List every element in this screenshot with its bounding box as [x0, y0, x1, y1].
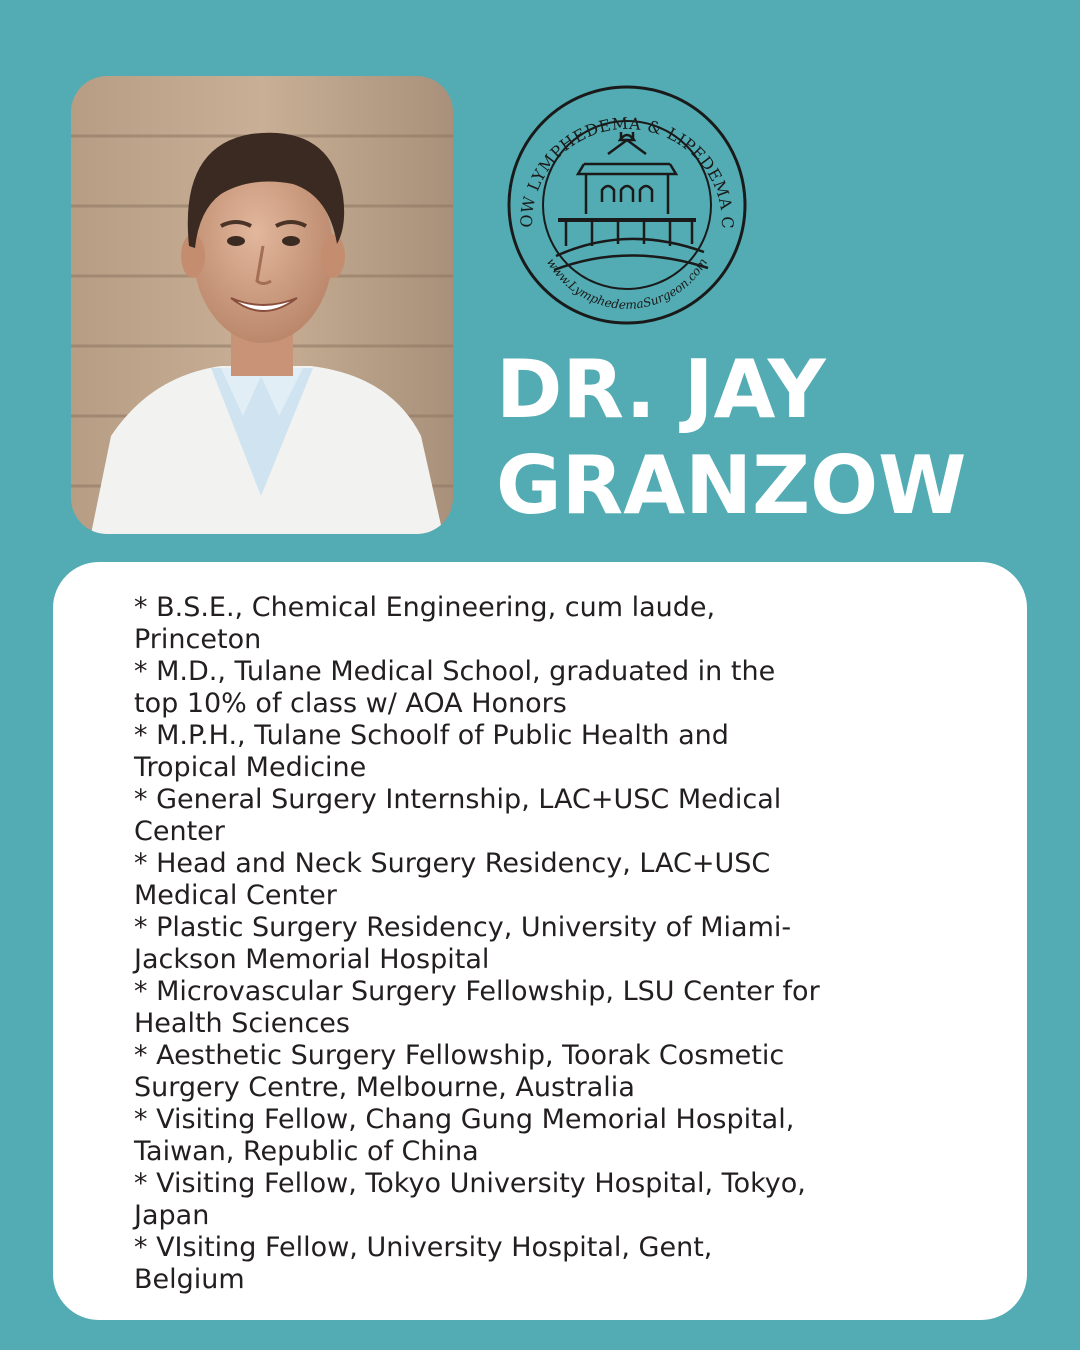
credential-item: * Visiting Fellow, Chang Gung Memorial Hospital, Taiwan, Republic of China [134, 1104, 795, 1167]
credential-item: * Plastic Surgery Residency, University of Miami- Jackson Memorial Hospital [134, 912, 792, 975]
credential-item: * General Surgery Internship, LAC+USC Medical Center [134, 784, 782, 847]
logo-arc-top-text: OW LYMPHEDEMA & LIPEDEMA C [516, 113, 738, 230]
credential-item: * Aesthetic Surgery Fellowship, Toorak Cosmetic Surgery Centre, Melbourne, Australia [134, 1040, 785, 1103]
doctor-portrait-icon [71, 76, 453, 534]
doctor-photo [71, 76, 453, 534]
credential-item: * B.S.E., Chemical Engineering, cum laude, Princeton [134, 592, 716, 655]
credential-item: * Visiting Fellow, Tokyo University Hospital, Tokyo, Japan [134, 1168, 806, 1231]
credential-item: * M.P.H., Tulane Schoolf of Public Health and Tropical Medicine [134, 720, 729, 783]
doctor-name-line2: GRANZOW [496, 439, 967, 532]
credentials-list [134, 592, 964, 1296]
lymphedema-center-building-seal-icon [496, 74, 758, 336]
credential-item: * Head and Neck Surgery Residency, LAC+USC Medical Center [134, 848, 771, 911]
credentials-card [53, 562, 1027, 1320]
credential-item: * M.D., Tulane Medical School, graduated in the top 10% of class w/ AOA Honors [134, 656, 776, 719]
logo-arc-bottom-text: www.LymphedemaSurgeon.com [543, 255, 711, 312]
credential-item: * VIsiting Fellow, University Hospital, Gent, Belgium [134, 1232, 713, 1295]
credential-item: * Microvascular Surgery Fellowship, LSU Center for Health Sciences [134, 976, 820, 1039]
doctor-name-line1: DR. JAY [496, 343, 826, 436]
center-logo [496, 74, 758, 336]
doctor-name [496, 342, 1056, 534]
